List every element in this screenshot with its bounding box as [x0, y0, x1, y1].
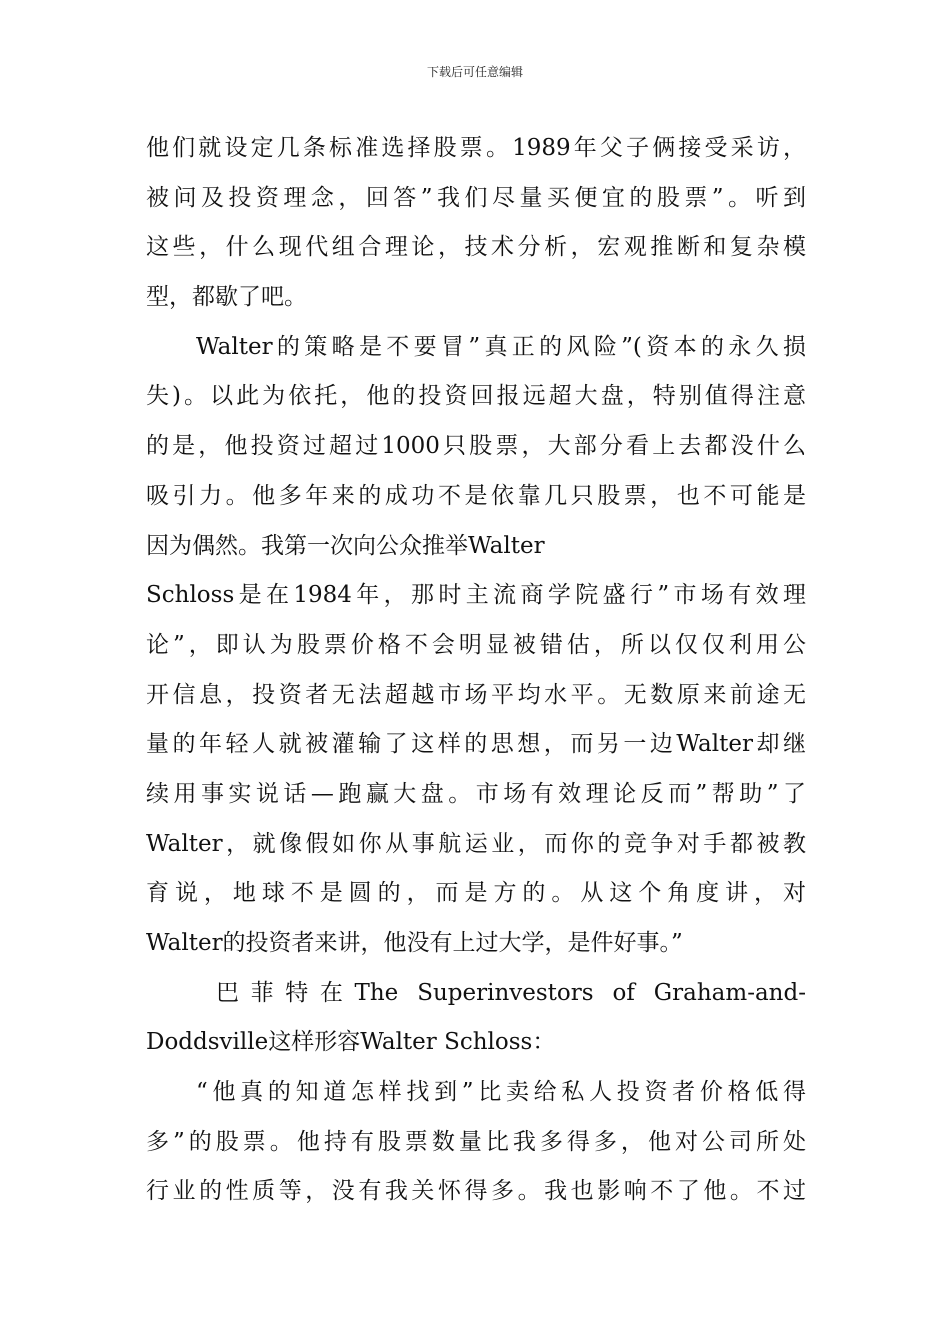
- text-line-21: 多”的股票。他持有股票数量比我多得多，他对公司所处: [146, 1128, 806, 1155]
- text-line-20: “他真的知道怎样找到”比卖给私人投资者价格低得: [196, 1079, 806, 1106]
- text-line-7: 的是，他投资过超过1000只股票，大部分看上去都没什么: [146, 433, 806, 460]
- text-line-9: 因为偶然。我第一次向公众推举Walter: [146, 532, 545, 559]
- text-line-18: 巴菲特在The Superinvestors of Graham-and-: [216, 979, 806, 1006]
- text-line-14: 续用事实说话—跑赢大盘。市场有效理论反而”帮助”了: [146, 780, 806, 807]
- page-header: 下载后可任意编辑: [426, 65, 523, 79]
- text-line-15: Walter，就像假如你从事航运业，而你的竞争对手都被教: [146, 830, 806, 857]
- text-line-10: Schloss是在1984年，那时主流商学院盛行”市场有效理: [146, 582, 806, 609]
- text-line-17: Walter的投资者来讲，他没有上过大学，是件好事。”: [146, 930, 683, 956]
- text-line-8: 吸引力。他多年来的成功不是依靠几只股票，也不可能是: [146, 482, 806, 509]
- text-line-12: 开信息，投资者无法超越市场平均水平。无数原来前途无: [146, 681, 806, 708]
- text-line-6: 失)。以此为依托，他的投资回报远超大盘，特别值得注意: [146, 383, 806, 410]
- text-line-3: 这些，什么现代组合理论，技术分析，宏观推断和复杂模: [146, 234, 806, 261]
- text-line-2: 被问及投资理念，回答”我们尽量买便宜的股票”。听到: [146, 184, 806, 211]
- text-line-4: 型，都歇了吧。: [146, 284, 307, 311]
- text-line-13: 量的年轻人就被灌输了这样的思想，而另一边Walter却继: [146, 731, 806, 758]
- body-text: [146, 124, 806, 1217]
- text-line-22: 行业的性质等，没有我关怀得多。我也影响不了他。不过: [146, 1178, 806, 1205]
- text-line-11: 论”，即认为股票价格不会明显被错估，所以仅仅利用公: [146, 631, 806, 658]
- text-line-16: 育说，地球不是圆的，而是方的。从这个角度讲，对: [146, 880, 806, 907]
- text-line-19: Doddsville这样形容Walter Schloss：: [146, 1029, 556, 1056]
- text-line-1: 他们就设定几条标准选择股票。1989年父子俩接受采访，: [146, 135, 806, 161]
- text-line-5: Walter的策略是不要冒”真正的风险”(资本的永久损: [196, 333, 806, 360]
